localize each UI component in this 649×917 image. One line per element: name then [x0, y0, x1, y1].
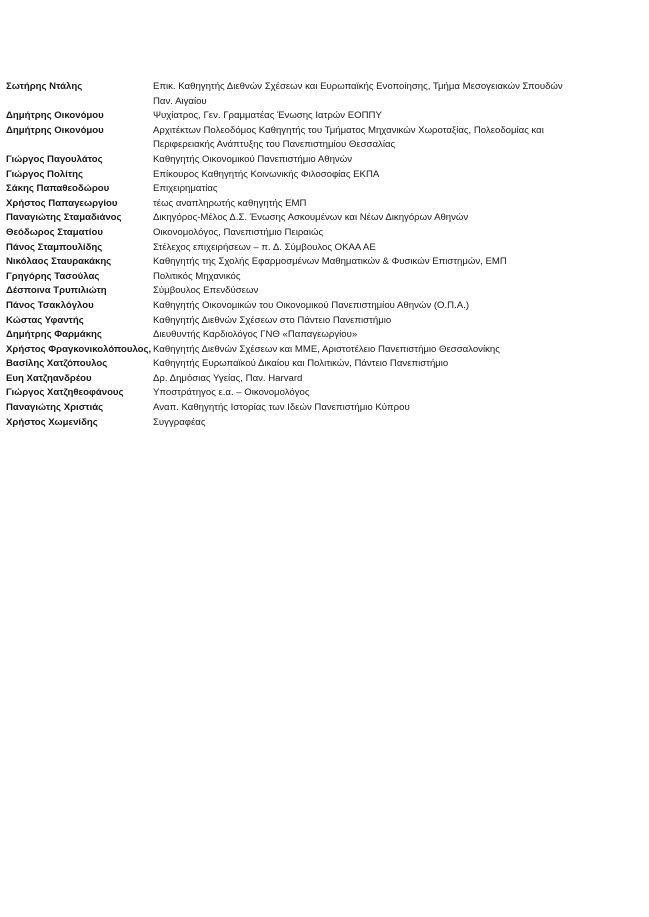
person-title: Επίκουρος Καθηγητής Κοινωνικής Φιλοσοφίας ΕΚΠΑ [153, 168, 380, 180]
list-item [6, 197, 642, 212]
person-title: Επικ. Καθηγητής Διεθνών Σχέσεων και Ευρωπαϊκής Ενοποίησης, Τμήμα Μεσογειακών Σπουδών Παν. Αιγαίου [153, 81, 563, 107]
list-item [6, 343, 642, 358]
person-name: Γρηγόρης Τασούλας [6, 270, 100, 282]
list-item [6, 416, 642, 431]
person-title: Υποστράτηγος ε.α. – Οικονομολόγος [153, 387, 310, 399]
list-item [6, 124, 642, 153]
person-name: Δημήτρης Φαρμάκης [6, 329, 102, 341]
list-item [6, 109, 642, 124]
person-title: Καθηγητής Οικονομικών του Οικονομικού Πανεπιστημίου Αθηνών (Ο.Π.Α.) [153, 299, 470, 311]
person-name: Δημήτρης Οικονόμου [6, 124, 104, 136]
person-title: Οικονομολόγος, Πανεπιστήμιο Πειραιώς [153, 226, 324, 238]
list-item [6, 328, 642, 343]
person-title: Συγγραφέας [153, 416, 206, 428]
person-name: Νικόλαος Σταυρακάκης [6, 256, 112, 268]
person-name: Δέσποινα Τρυπιλιώτη [6, 285, 107, 297]
person-name: Παναγιώτης Χριστιάς [6, 402, 104, 414]
person-title: Δρ. Δημόσιας Υγείας, Παν. Harvard [153, 372, 303, 384]
person-name: Σάκης Παπαθεοδώρου [6, 183, 110, 195]
person-name: Γιώργος Παγουλάτος [6, 153, 103, 165]
person-name: Παναγιώτης Σταμαδιάνος [6, 212, 122, 224]
person-title: Καθηγητής της Σχολής Εφαρμοσμένων Μαθηματικών & Φυσικών Επιστημών, ΕΜΠ [153, 256, 507, 268]
person-title: Αρχιτέκτων Πολεοδόμος Καθηγητής του Τμήματος Μηχανικών Χωροταξίας, Πολεοδομίας και Περιφερειακής Ανάπτυξης του Πανεπιστημίου Θεσσαλίας [153, 124, 544, 151]
person-name: Ευη Χατζηανδρέου [6, 372, 92, 384]
person-name: Θεόδωρος Σταματίου [6, 226, 103, 238]
list-item [6, 372, 642, 387]
list-item [6, 153, 642, 168]
list-item [6, 80, 642, 109]
person-title: Σύμβουλος Επενδύσεων [153, 285, 259, 297]
person-name: Κώστας Υφαντής [6, 314, 84, 326]
person-title: Καθηγητής Ευρωπαϊκού Δικαίου και Πολιτικών, Πάντειο Πανεπιστήμιο [153, 358, 449, 370]
person-name: Πάνος Τσακλόγλου [6, 299, 94, 311]
list-item [6, 241, 642, 256]
person-title: Επιχειρηματίας [153, 183, 218, 195]
person-title: Δικηγόρος-Μέλος Δ.Σ. Ένωσης Ασκουμένων και Νέων Δικηγόρων Αθηνών [153, 212, 469, 224]
list-item [6, 314, 642, 329]
person-title: Καθηγητής Διεθνών Σχέσεων στο Πάντειο Πανεπιστήμιο [153, 314, 392, 326]
list-item [6, 168, 642, 183]
list-item [6, 182, 642, 197]
person-name: Γιώργος Χατζηθεοφάνους [6, 387, 124, 399]
person-title: Ψυχίατρος, Γεν. Γραμματέας Ένωσης Ιατρών ΕΟΠΠΥ [153, 110, 382, 122]
list-item [6, 401, 642, 416]
signatories-list [6, 80, 642, 430]
person-name: Χρήστος Παπαγεωργίου [6, 197, 118, 209]
person-name: Δημήτρης Οικονόμου [6, 110, 104, 122]
list-item [6, 284, 642, 299]
person-name: Βασίλης Χατζόπουλος [6, 358, 108, 370]
list-item [6, 299, 642, 314]
list-item [6, 255, 642, 270]
person-name: Γιώργος Πολίτης [6, 168, 83, 180]
list-item [6, 211, 642, 226]
person-title: Στέλεχος επιχειρήσεων – π. Δ. Σύμβουλος ΟΚΑΑ ΑΕ [153, 241, 376, 253]
person-title: Αναπ. Καθηγητής Ιστορίας των Ιδεών Πανεπιστήμιο Κύπρου [153, 402, 410, 414]
person-name: Πάνος Σταμπουλίδης [6, 241, 103, 253]
list-item [6, 270, 642, 285]
person-name: Χρήστος Φραγκονικολόπουλος, [6, 343, 152, 355]
list-item [6, 226, 642, 241]
person-title: Διευθυντής Καρδιολόγος ΓΝΘ «Παπαγεωργίου» [153, 329, 358, 341]
list-item [6, 357, 642, 372]
person-title: τέως αναπληρωτής καθηγητής ΕΜΠ [153, 197, 307, 209]
person-title: Πολιτικός Μηχανικός [153, 270, 241, 282]
list-item [6, 386, 642, 401]
person-name: Χρήστος Χωμενίδης [6, 416, 98, 428]
person-name: Σωτήρης Ντάλης [6, 81, 83, 92]
person-title: Καθηγητής Οικονομικού Πανεπιστήμιο Αθηνών [153, 153, 353, 165]
person-title: Καθηγητής Διεθνών Σχέσεων και ΜΜΕ, Αριστοτέλειο Πανεπιστήμιο Θεσσαλονίκης [153, 343, 500, 355]
